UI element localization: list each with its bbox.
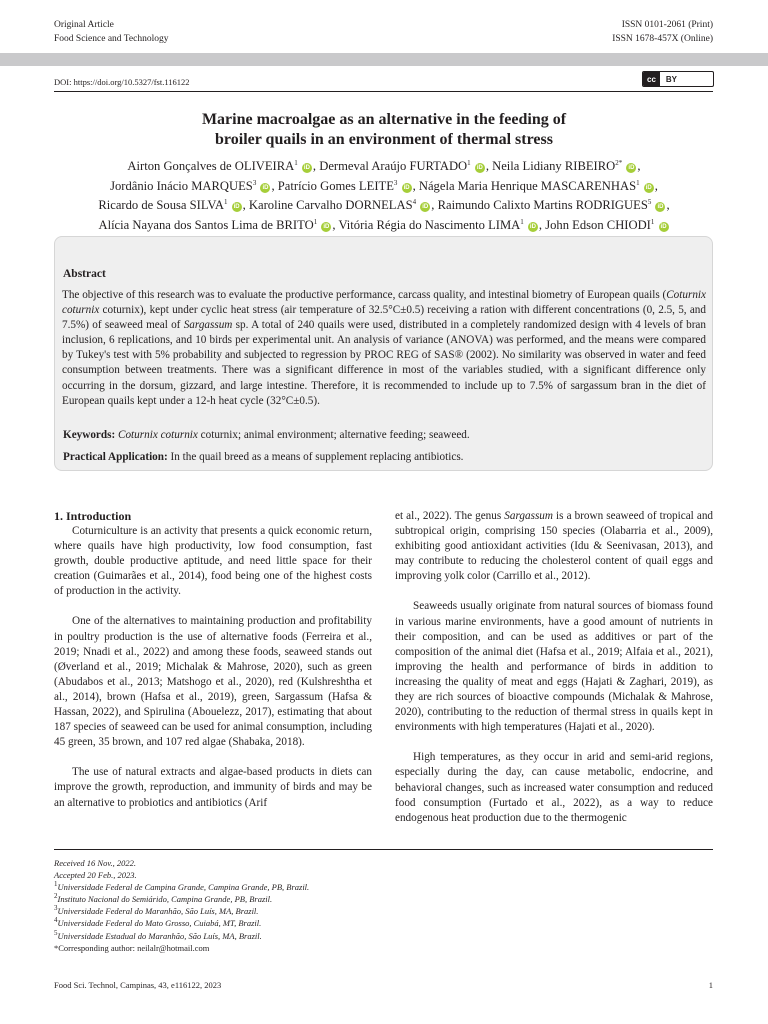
orcid-icon[interactable]: iD [529,223,536,230]
corresponding-author: *Corresponding author: neilalr@hotmail.com [54,942,210,953]
license-by-label: BY [665,74,678,84]
keywords: Keywords: Coturnix coturnix coturnix; animal environment; alternative feeding; seaweed. [63,429,470,441]
orcid-icon[interactable]: iD [628,165,635,171]
footnotes [54,857,309,954]
paragraph: et al., 2022). The genus Sargassum is a brown seaweed of tropical and subtropical origin, comprising 150 species (Olabarria et al., 2009), exhibiting good antioxidant activities (Idu & Seenivasan, 2013), and may contribute to reducing the cholesterol content of quail eggs and improving yolk color (Carrillo et al., 2012). [395,510,714,583]
creative-commons-icon: cc [643,72,660,86]
issn-online: ISSN 1678-457X (Online) [612,34,713,44]
author-name: Alícia Nayana dos Santos Lima de BRITO$^1$ iD , [98,217,336,232]
paragraph: Coturniculture is an activity that presents a quick economic return, where quails have high productivity, low food consumption, fast growth, double productive aptitude, and need little space for their creation (Guimarães et al., 2014), food being one of the highest costs of production in the activity. [54,525,372,598]
author-list [40,157,728,235]
author-name: Neila Lidiany $RIBEIRO^{2*}$ iD , [492,158,641,173]
practical-application-label: Practical Application: [63,451,168,463]
author-line-2 [40,177,728,197]
orcid-icon[interactable]: iD [422,204,429,210]
affiliation-1: $^1$Universidade Federal de Campina Grande, Campina Grande, PB, Brazil. [54,880,310,893]
footer-citation: Food Sci. Technol, Campinas, 43, e116122, 2023 [54,980,222,990]
header-band [0,53,768,66]
journal-header-right [612,18,713,46]
article-title [84,110,684,150]
orcid-icon[interactable]: iD [657,204,664,210]
paragraph: High temperatures, as they occur in arid and semi-arid regions, especially during the day, can cause metabolic, endocrine, and behavioral changes, such as increased water consumption and reduced food consumption (Furtado et al., 2022), as a way to reduce endogenous heat production due to the thermogenic [395,751,713,824]
author-name: Ricardo de Sousa SILVA$^1$ iD , [98,197,246,212]
affiliation-2: $^2$Instituto Nacional do Semiárido, Campina Grande, PB, Brazil. [54,892,273,905]
paragraph: Seaweeds usually originate from natural sources of biomass found in various marine environments, have a good amount of nutrients in their composition, and can be used as additives or part of the composition of the animal diet (Hafsa et al., 2019; Alfaia et al., 2021), improving the health and performance of birds in addition to increasing the quality of meat and eggs (Hajati & Zaghari, 2019), as they are rich sources of bioactive compounds (Michalak & Mahrose, 2020), contributing to the reduction of thermal stress in quails kept in environments with high temperatures (Hajati et al., 2020). [395,600,713,734]
practical-application: Practical Application: In the quail breed as a means of supplement replacing antibiotics. [63,451,464,463]
orcid-icon[interactable]: iD [323,223,330,230]
orcid-icon[interactable]: iD [660,223,667,230]
orcid-icon[interactable]: iD [262,184,269,191]
author-name: John Edson CHIODI$^1$ iD [545,217,667,232]
orcid-icon[interactable]: iD [303,165,310,171]
section-heading-introduction: 1. Introduction [54,509,132,523]
abstract-heading: Abstract [63,268,106,280]
affiliation-4: $^4$Universidade Federal do Mato Grosso, Cuiabá, MT, Brazil. [54,916,262,929]
author-name: Patrício Gomes LEITE$^3$ iD , [277,178,416,193]
affiliation-5: $^5$Universidade Estadual do Maranhão, São Luís, MA, Brazil. [54,928,262,941]
received-date: Received 16 Nov., 2022. [54,858,136,868]
orcid-icon[interactable]: iD [403,184,410,191]
orcid-icon[interactable]: iD [645,184,652,191]
header-rule [54,91,713,92]
issn-print: ISSN 0101-2061 (Print) [621,20,713,30]
journal-header-left [54,18,168,46]
author-name: Vitória Régia do Nascimento LIMA$^1$ iD , [338,217,543,232]
cc-by-license-badge[interactable] [642,71,714,87]
orcid-icon[interactable]: iD [476,165,483,171]
title-line-1: Marine macroalgae as an alternative in the feeding of [201,111,567,128]
author-name: Karoline Carvalho DORNELAS$^4$ iD , [248,197,435,212]
accepted-date: Accepted 20 Feb., 2023. [54,870,137,881]
author-name: Jordânio Inácio MARQUES$^3$ iD , [110,178,275,193]
author-name: Dermeval Araújo FURTADO$^1$ iD , [319,158,489,173]
author-line-4 [40,216,728,236]
body-column-left [54,524,372,811]
author-name: Nágela Maria Henrique MASCARENHAS$^1$ iD , [418,178,658,193]
abstract-text: The objective of this research was to evaluate the productive performance, carcass quality, and intestinal biometry of European quails (Coturnix coturnix coturnix), kept under cyclic heat stress (air temperature of 32.5°C±0.5) receiving a ration with different concentrations (0, 2.5, 5, and 7.5%) of seaweed meal of Sargassum sp. A total of 240 quails were used, distributed in a completely randomized design with 4 levels of bran inclusion, 6 replications, and 10 birds per experimental unit. An analysis of variance (ANOVA) was performed, and the means were compared by Tukey's test with 5% probability and subjected to regression by PROC REG of SAS® (2002). No similarity was observed in water and feed consumption between treatments. There was a significant difference in most of the variables studied, with a significant difference only occurring in the dorsum, gizzard, and large intestine. Therefore, it is recommended to include up to 7.5% of sargassum bran in the diet of European quails kept under a 12-h heat cycle (32°C±0.5). [62,289,706,407]
paragraph: The use of natural extracts and algae-based products in diets can improve the growth, reproduction, and immunity of birds and may be an alternative to probiotics and antibiotics (Arif [54,766,372,809]
author-name: Airton Gonçalves de OLIVEIRA$^1$ iD , [127,158,317,173]
article-type: Original Article [54,20,114,30]
author-name: Raimundo Calixto Martins RODRIGUES$^5$ iD , [437,197,670,212]
title-line-2: broiler quails in an environment of thermal stress [215,131,553,148]
author-line-1 [40,157,728,177]
paragraph: One of the alternatives to maintaining production and profitability in poultry production is the use of alternative foods (Ferreira et al., 2019; Nnadi et al., 2022) and among these foods, seaweed stands out (Øverland et al., 2019; Michalak & Mahrose, 2020), such as green (Abudabos et al., 2013; Matshogo et al., 2020), red (Kulshreshtha et al., 2014), brown (Hafsa et al., 2019), green, Sargassum (Hafsa & Hassan, 2022), and Spirulina (Abouelezz, 2017), estimating that about 187 species of seaweed can be used for animal consumption, including 45 green, 35 brown, and 107 red algae (Shabaka, 2018). [54,615,372,749]
doi-link[interactable]: DOI: https://doi.org/10.5327/fst.116122 [54,77,190,87]
page-number: 1 [708,980,713,990]
body-column-right [395,509,713,826]
journal-name: Food Science and Technology [54,34,169,44]
footnote-rule [54,849,713,850]
orcid-icon[interactable]: iD [233,204,240,210]
keywords-label: Keywords: [63,429,116,441]
author-line-3 [40,196,728,216]
affiliation-3: $^3$Universidade Federal do Maranhão, São Luís, MA, Brazil. [54,904,259,917]
